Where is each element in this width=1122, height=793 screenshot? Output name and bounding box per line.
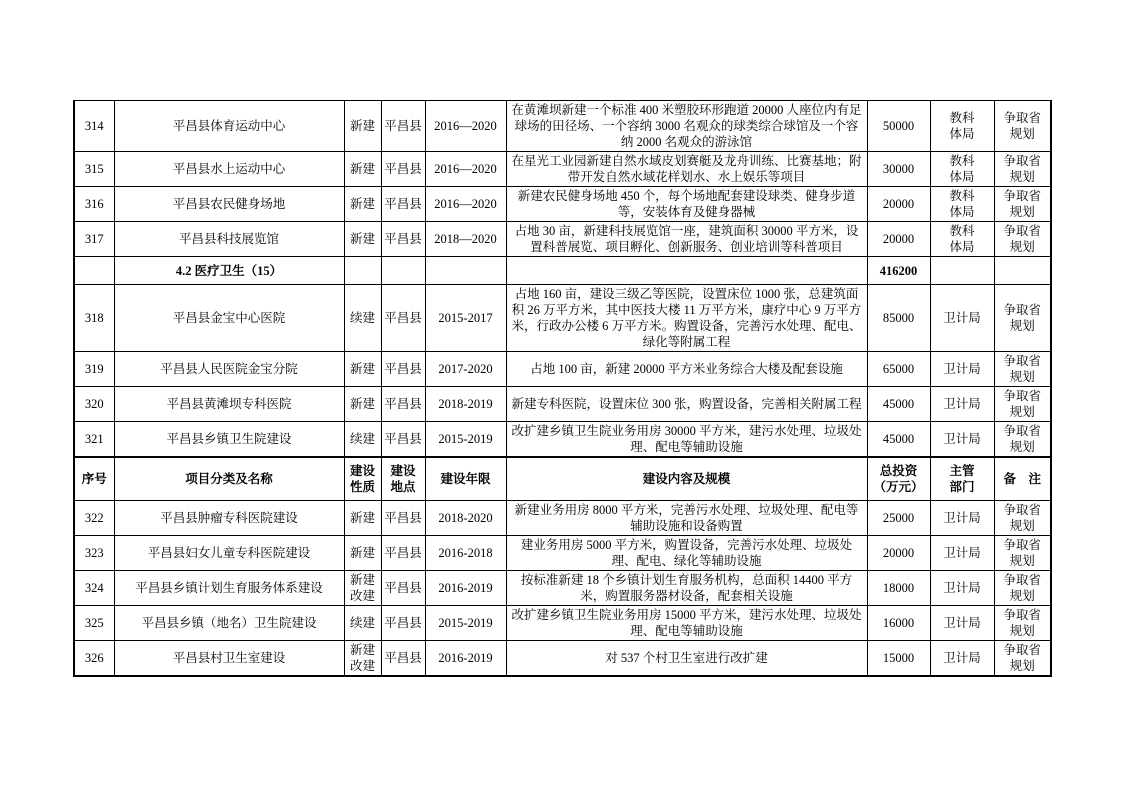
section-row (74, 257, 1051, 285)
cell-remark (994, 501, 1051, 536)
section-total-investment: 416200 (879, 263, 918, 278)
investment-text: 65000 (882, 362, 915, 376)
cell-seq (74, 536, 114, 571)
cell-name (114, 101, 344, 152)
table-row (74, 222, 1051, 257)
header-investment-unit: （万元） (873, 480, 924, 494)
cell-nature (344, 571, 381, 606)
header-department (930, 457, 994, 501)
cell-location (381, 536, 425, 571)
cell-name (114, 152, 344, 187)
cell-location (381, 222, 425, 257)
cell-department (930, 422, 994, 458)
cell-investment (867, 222, 930, 257)
content-text: 改扩建乡镇卫生院业务用房 30000 平方米，建污水处理、垃圾处理、配电等辅助设施 (511, 424, 862, 454)
nature-text: 新建 (349, 546, 375, 560)
period-text: 2018-2019 (438, 397, 493, 411)
header-period (425, 457, 506, 501)
cell-investment (867, 152, 930, 187)
investment-text: 16000 (882, 616, 915, 630)
investment-text: 20000 (882, 232, 915, 246)
department-text: 教科体局 (949, 154, 975, 184)
section-cell-period (425, 257, 506, 285)
name-text: 平昌县村卫生室建设 (172, 651, 286, 665)
department-text: 卫计局 (943, 311, 981, 325)
header-seq (74, 457, 114, 501)
seq-text: 324 (84, 581, 104, 595)
period-text: 2015-2019 (438, 432, 493, 446)
cell-investment (867, 101, 930, 152)
table-row (74, 641, 1051, 677)
remark-text: 争取省规划 (1003, 573, 1041, 603)
department-text: 卫计局 (943, 511, 981, 525)
content-text: 建业务用房 5000 平方米，购置设备，完善污水处理、垃圾处理、配电、绿化等辅助设施 (520, 538, 853, 568)
content-text: 改扩建乡镇卫生院业务用房 15000 平方米，建污水处理、垃圾处理、配电等辅助设施 (511, 608, 862, 638)
period-text: 2016—2020 (434, 197, 497, 211)
section-cell-content (506, 257, 867, 285)
table-row (74, 536, 1051, 571)
department-text: 卫计局 (943, 362, 981, 376)
nature-text: 新建 (349, 119, 375, 133)
cell-name (114, 501, 344, 536)
cell-seq (74, 571, 114, 606)
period-text: 2016-2019 (438, 581, 493, 595)
cell-remark (994, 187, 1051, 222)
period-text: 2018-2020 (438, 511, 493, 525)
period-text: 2018—2020 (434, 232, 497, 246)
cell-investment (867, 387, 930, 422)
remark-text: 争取省规划 (1003, 354, 1041, 384)
cell-nature (344, 152, 381, 187)
location-text: 平昌县 (384, 397, 422, 411)
table-row (74, 501, 1051, 536)
cell-seq (74, 285, 114, 352)
table-row (74, 352, 1051, 387)
name-text: 平昌县金宝中心医院 (172, 311, 286, 325)
header-nature-text: 建设性质 (349, 464, 375, 494)
remark-text: 争取省规划 (1003, 303, 1041, 333)
name-text: 平昌县妇女儿童专科医院建设 (147, 546, 311, 560)
nature-text: 新建 (349, 232, 375, 246)
seq-text: 315 (84, 162, 104, 176)
cell-period (425, 352, 506, 387)
cell-location (381, 422, 425, 458)
cell-remark (994, 387, 1051, 422)
cell-remark (994, 285, 1051, 352)
header-period-text: 建设年限 (440, 472, 491, 486)
project-table (73, 100, 1052, 677)
seq-text: 320 (84, 397, 104, 411)
cell-department (930, 222, 994, 257)
table-body (74, 101, 1051, 677)
cell-location (381, 187, 425, 222)
table-row (74, 387, 1051, 422)
cell-name (114, 641, 344, 677)
department-text: 卫计局 (943, 581, 981, 595)
cell-department (930, 536, 994, 571)
section-cell-remark (994, 257, 1051, 285)
cell-period (425, 422, 506, 458)
department-text: 卫计局 (943, 616, 981, 630)
content-text: 新建专科医院，设置床位 300 张，购置设备，完善相关附属工程 (511, 397, 862, 411)
location-text: 平昌县 (384, 581, 422, 595)
cell-name (114, 422, 344, 458)
cell-content (506, 152, 867, 187)
investment-text: 20000 (882, 197, 915, 211)
cell-investment (867, 641, 930, 677)
cell-period (425, 536, 506, 571)
cell-location (381, 285, 425, 352)
cell-seq (74, 641, 114, 677)
table-row (74, 422, 1051, 458)
cell-name (114, 571, 344, 606)
cell-seq (74, 152, 114, 187)
remark-text: 争取省规划 (1003, 608, 1041, 638)
period-text: 2016-2019 (438, 651, 493, 665)
investment-text: 18000 (882, 581, 915, 595)
period-text: 2015-2017 (438, 311, 493, 325)
cell-nature (344, 536, 381, 571)
cell-remark (994, 422, 1051, 458)
seq-text: 317 (84, 232, 104, 246)
seq-text: 323 (84, 546, 104, 560)
header-location-text: 建设地点 (390, 464, 416, 494)
name-text: 平昌县农民健身场地 (172, 197, 286, 211)
cell-location (381, 387, 425, 422)
cell-period (425, 222, 506, 257)
cell-location (381, 606, 425, 641)
cell-location (381, 641, 425, 677)
seq-text: 318 (84, 311, 104, 325)
cell-nature (344, 187, 381, 222)
cell-content (506, 387, 867, 422)
cell-period (425, 101, 506, 152)
remark-text: 争取省规划 (1003, 424, 1041, 454)
cell-period (425, 285, 506, 352)
cell-investment (867, 285, 930, 352)
cell-content (506, 641, 867, 677)
cell-content (506, 422, 867, 458)
nature-text: 新建 (349, 162, 375, 176)
period-text: 2016-2018 (438, 546, 493, 560)
cell-location (381, 352, 425, 387)
header-department-text: 主管部门 (949, 464, 975, 494)
cell-nature (344, 101, 381, 152)
table-row (74, 285, 1051, 352)
name-text: 平昌县乡镇卫生院建设 (166, 432, 292, 446)
header-name-text: 项目分类及名称 (185, 472, 273, 486)
name-text: 平昌县科技展览馆 (178, 232, 279, 246)
cell-nature (344, 606, 381, 641)
cell-content (506, 352, 867, 387)
content-text: 在黄滩坝新建一个标准 400 米塑胶环形跑道 20000 人座位内有足球场的田径场、一个容纳 3000 名观众的球类综合球馆及一个容纳 2000 名观众的游泳馆 (511, 103, 862, 149)
cell-period (425, 387, 506, 422)
seq-text: 326 (84, 651, 104, 665)
remark-text: 争取省规划 (1003, 503, 1041, 533)
content-text: 占地 100 亩，新建 20000 平方米业务综合大楼及配套设施 (530, 362, 843, 376)
cell-remark (994, 152, 1051, 187)
cell-remark (994, 101, 1051, 152)
cell-remark (994, 571, 1051, 606)
seq-text: 325 (84, 616, 104, 630)
section-cell-location (381, 257, 425, 285)
cell-nature (344, 641, 381, 677)
department-text: 卫计局 (943, 432, 981, 446)
cell-content (506, 536, 867, 571)
header-location (381, 457, 425, 501)
location-text: 平昌县 (384, 162, 422, 176)
cell-nature (344, 285, 381, 352)
location-text: 平昌县 (384, 232, 422, 246)
content-text: 占地 30 亩，新建科技展览馆一座，建筑面积 30000 平方米，设置科普展览、项目孵化、创新服务、创业培训等科普项目 (514, 224, 859, 254)
location-text: 平昌县 (384, 311, 422, 325)
cell-investment (867, 571, 930, 606)
seq-text: 316 (84, 197, 104, 211)
cell-location (381, 101, 425, 152)
remark-text: 争取省规划 (1003, 538, 1041, 568)
cell-location (381, 501, 425, 536)
department-text: 教科体局 (949, 111, 975, 141)
location-text: 平昌县 (384, 362, 422, 376)
cell-seq (74, 352, 114, 387)
location-text: 平昌县 (384, 197, 422, 211)
cell-remark (994, 641, 1051, 677)
department-text: 卫计局 (943, 397, 981, 411)
cell-content (506, 222, 867, 257)
header-seq-text: 序号 (81, 472, 107, 486)
remark-text: 争取省规划 (1003, 189, 1041, 219)
nature-text: 新建 (349, 397, 375, 411)
table-row (74, 101, 1051, 152)
nature-text: 新建改建 (349, 643, 375, 673)
cell-name (114, 285, 344, 352)
cell-name (114, 536, 344, 571)
cell-period (425, 571, 506, 606)
seq-text: 319 (84, 362, 104, 376)
header-investment-label: 总投资 (879, 464, 918, 478)
cell-period (425, 152, 506, 187)
location-text: 平昌县 (384, 651, 422, 665)
cell-period (425, 606, 506, 641)
investment-text: 15000 (882, 651, 915, 665)
cell-department (930, 152, 994, 187)
cell-name (114, 606, 344, 641)
investment-text: 45000 (882, 432, 915, 446)
period-text: 2017-2020 (438, 362, 493, 376)
cell-content (506, 501, 867, 536)
cell-remark (994, 222, 1051, 257)
header-name (114, 457, 344, 501)
cell-name (114, 387, 344, 422)
cell-name (114, 222, 344, 257)
table-header-row (74, 457, 1051, 501)
nature-text: 新建 (349, 362, 375, 376)
table-row (74, 571, 1051, 606)
cell-department (930, 187, 994, 222)
nature-text: 新建改建 (349, 573, 375, 603)
cell-content (506, 606, 867, 641)
cell-department (930, 352, 994, 387)
cell-period (425, 187, 506, 222)
cell-department (930, 387, 994, 422)
name-text: 平昌县黄滩坝专科医院 (166, 397, 292, 411)
department-text: 教科体局 (949, 189, 975, 219)
cell-remark (994, 606, 1051, 641)
nature-text: 续建 (349, 432, 375, 446)
header-investment (867, 457, 930, 501)
nature-text: 续建 (349, 311, 375, 325)
header-content-text: 建设内容及规模 (642, 472, 731, 486)
name-text: 平昌县水上运动中心 (172, 162, 286, 176)
cell-seq (74, 387, 114, 422)
nature-text: 新建 (349, 197, 375, 211)
section-cell-department (930, 257, 994, 285)
cell-period (425, 501, 506, 536)
cell-department (930, 571, 994, 606)
cell-seq (74, 187, 114, 222)
remark-text: 争取省规划 (1003, 111, 1041, 141)
cell-seq (74, 501, 114, 536)
cell-department (930, 606, 994, 641)
section-cell-nature (344, 257, 381, 285)
content-text: 在星光工业园新建自然水域皮划赛艇及龙舟训练、比赛基地；附带开发自然水域花样划水、水上娱乐等项目 (511, 154, 862, 184)
cell-nature (344, 352, 381, 387)
cell-department (930, 641, 994, 677)
section-cell-investment (867, 257, 930, 285)
remark-text: 争取省规划 (1003, 643, 1041, 673)
location-text: 平昌县 (384, 546, 422, 560)
location-text: 平昌县 (384, 511, 422, 525)
header-content (506, 457, 867, 501)
nature-text: 新建 (349, 511, 375, 525)
cell-seq (74, 606, 114, 641)
period-text: 2016—2020 (434, 119, 497, 133)
investment-text: 85000 (882, 311, 915, 325)
location-text: 平昌县 (384, 432, 422, 446)
cell-investment (867, 501, 930, 536)
cell-remark (994, 536, 1051, 571)
investment-text: 50000 (882, 119, 915, 133)
department-text: 教科体局 (949, 224, 975, 254)
remark-text: 争取省规划 (1003, 389, 1041, 419)
cell-location (381, 571, 425, 606)
table-row (74, 187, 1051, 222)
seq-text: 322 (84, 511, 104, 525)
content-text: 新建业务用房 8000 平方米，完善污水处理、垃圾处理、配电等辅助设施和设备购置 (514, 503, 859, 533)
cell-period (425, 641, 506, 677)
cell-seq (74, 101, 114, 152)
investment-text: 20000 (882, 546, 915, 560)
investment-text: 25000 (882, 511, 915, 525)
content-text: 对 537 个村卫生室进行改扩建 (605, 651, 768, 665)
cell-investment (867, 422, 930, 458)
location-text: 平昌县 (384, 119, 422, 133)
cell-investment (867, 352, 930, 387)
seq-text: 314 (84, 119, 104, 133)
header-nature (344, 457, 381, 501)
table-row (74, 606, 1051, 641)
content-text: 新建农民健身场地 450 个，每个场地配套建设球类、健身步道等，安装体育及健身器械 (517, 189, 856, 219)
department-text: 卫计局 (943, 651, 981, 665)
cell-remark (994, 352, 1051, 387)
cell-nature (344, 222, 381, 257)
header-remark (994, 457, 1051, 501)
cell-seq (74, 422, 114, 458)
cell-content (506, 571, 867, 606)
header-remark-text: 备 注 (1003, 472, 1041, 486)
department-text: 卫计局 (943, 546, 981, 560)
period-text: 2016—2020 (434, 162, 497, 176)
cell-investment (867, 187, 930, 222)
section-cell-name (114, 257, 344, 285)
cell-location (381, 152, 425, 187)
cell-nature (344, 422, 381, 458)
investment-text: 45000 (882, 397, 915, 411)
remark-text: 争取省规划 (1003, 224, 1041, 254)
cell-seq (74, 222, 114, 257)
cell-investment (867, 536, 930, 571)
name-text: 平昌县人民医院金宝分院 (160, 362, 298, 376)
cell-nature (344, 387, 381, 422)
name-text: 平昌县体育运动中心 (172, 119, 286, 133)
content-text: 占地 160 亩，建设三级乙等医院，设置床位 1000 张，总建筑面积 26 万平方米，其中医技大楼 11 万平方米，康疗中心 9 万平方米，行政办公楼 6 万平方米。购置设备，完善污水处理、配电、绿化等附属工程 (511, 287, 862, 349)
section-title: 4.2 医疗卫生（15） (175, 263, 283, 278)
cell-investment (867, 606, 930, 641)
project-table-page (73, 100, 1050, 677)
name-text: 平昌县乡镇计划生育服务体系建设 (135, 581, 323, 595)
cell-content (506, 101, 867, 152)
period-text: 2015-2019 (438, 616, 493, 630)
content-text: 按标准新建 18 个乡镇计划生育服务机构，总面积 14400 平方米，购置服务器材设备，配套相关设施 (520, 573, 853, 603)
location-text: 平昌县 (384, 616, 422, 630)
cell-content (506, 285, 867, 352)
name-text: 平昌县乡镇（地名）卫生院建设 (141, 616, 317, 630)
section-cell-seq (74, 257, 114, 285)
remark-text: 争取省规划 (1003, 154, 1041, 184)
table-row (74, 152, 1051, 187)
cell-department (930, 285, 994, 352)
cell-department (930, 501, 994, 536)
nature-text: 续建 (349, 616, 375, 630)
investment-text: 30000 (882, 162, 915, 176)
cell-name (114, 352, 344, 387)
cell-department (930, 101, 994, 152)
seq-text: 321 (84, 432, 104, 446)
cell-name (114, 187, 344, 222)
cell-nature (344, 501, 381, 536)
name-text: 平昌县肿瘤专科医院建设 (160, 511, 298, 525)
cell-content (506, 187, 867, 222)
